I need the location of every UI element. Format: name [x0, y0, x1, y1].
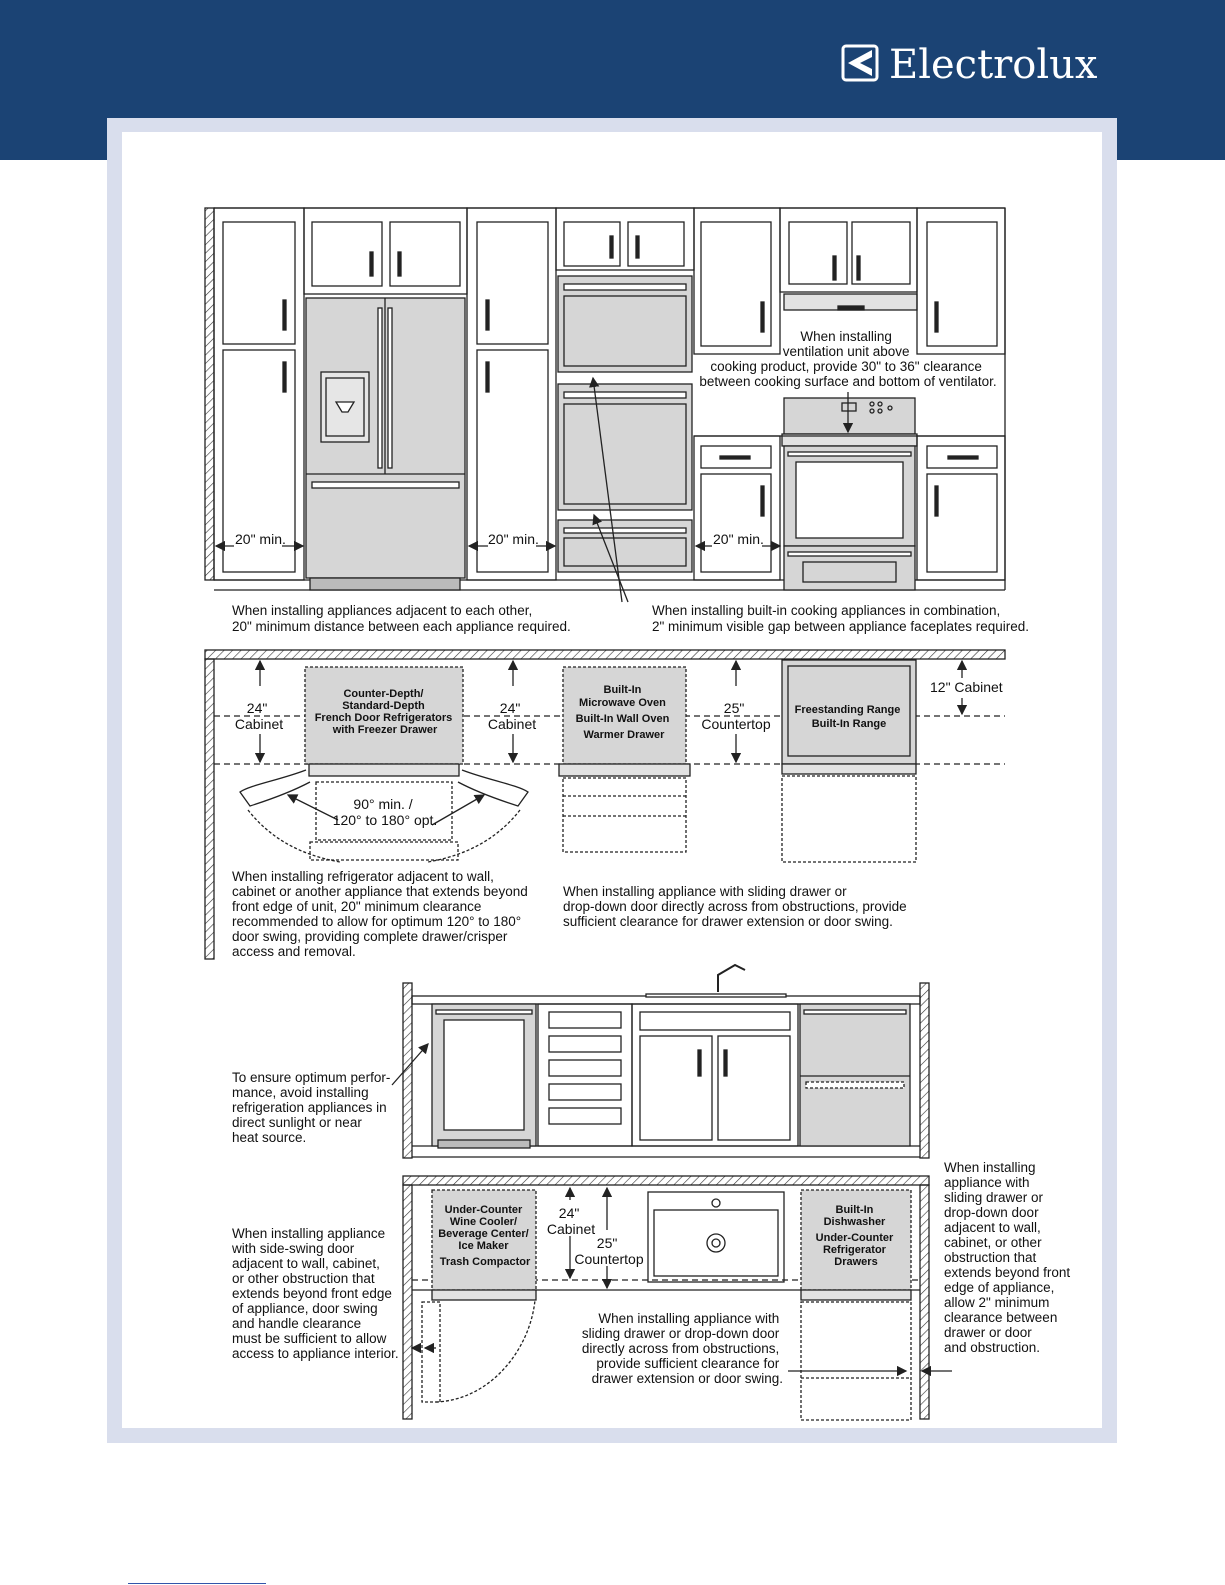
back-wall-hatch — [205, 650, 1005, 659]
under-counter-labels — [232, 1070, 394, 1145]
cabinet-right-label: 12" Cabinet — [930, 679, 1003, 695]
adjacent-drawer-note: When installing appliance with sliding drawer or drop-down door adjacent to wall, cabinet, or other obstruction that extends beyond front edge of appliance, allow 2" minimum clearance between drawer or door and obstruction. — [944, 1160, 1071, 1355]
sink-base-cabinet — [632, 965, 798, 1146]
sunlight-note: To ensure optimum perfor- mance, avoid installing refrigeration appliances in direct sunlight or near heat source. — [232, 1070, 391, 1145]
oven-footprint-label: Built-In Microwave Oven Built-In Wall Oven Warmer Drawer — [575, 684, 670, 741]
wall-oven-stack — [558, 276, 692, 572]
range-footprint-label: Freestanding Range Built-In Range — [794, 704, 901, 730]
fridge-footprint-label: Counter-Depth/ Standard-Depth French Door Refrigerators with Freezer Drawer — [314, 688, 453, 736]
countertop-label: 25" Countertop — [701, 700, 771, 732]
drawer-clearance-note-top: When installing appliance with sliding drawer or drop-down door directly across from obstructions, provide sufficient clearance for drawer extension or door swing. — [563, 884, 907, 929]
adjacent-note: When installing appliances adjacent to each other, 20" minimum distance between each appliance required. — [232, 603, 571, 634]
base-cabinet-left-of-range — [694, 436, 780, 580]
cabinet-mid-label: 24" Cabinet — [487, 700, 537, 732]
ventilation-hood — [784, 294, 917, 310]
tall-cabinet-mid — [467, 208, 556, 580]
combination-note: When installing built-in cooking appliances in combination, 2" minimum visible gap between appliance faceplates required. — [652, 603, 1030, 634]
brand-name: Electrolux — [889, 42, 1098, 88]
drawer-clearance-note-bottom: When installing appliance with sliding drawer or drop-down door directly across from obstructions, provide sufficient clearance for drawer extension or door swing. — [581, 1311, 783, 1386]
sink-top — [648, 1192, 784, 1282]
upper-cabinet-over-ovens — [556, 208, 694, 270]
upper-cabinet-over-range — [780, 208, 917, 292]
wine-cooler-front — [432, 1004, 536, 1148]
countertop-bottom-label: 25" Countertop — [574, 1235, 644, 1267]
side-wall-hatch — [205, 659, 214, 959]
footer-link-underline — [128, 1583, 266, 1584]
tall-cabinet-left — [214, 208, 304, 580]
tall-cabinet-right-of-ovens — [694, 208, 780, 354]
clearance-label-mid: 20" min. — [488, 531, 539, 547]
left-wall-hatch — [205, 208, 214, 580]
under-counter-elevation — [392, 965, 929, 1158]
fridge-clearance-note: When installing refrigerator adjacent to wall, cabinet or another appliance that extends beyond front edge of unit, 20" minimum clearance recommended to allow for optimum 120° to 180° door swing, providing complete drawer/crisper access and removal. — [232, 869, 528, 959]
plan-bottom-labels — [231, 1160, 1074, 1386]
elevation-view — [205, 208, 1005, 602]
vent-note: When installing ventilation unit above cooking product, provide 30" to 36" clearance between cooking surface and bottom of ventilator. — [699, 329, 997, 389]
door-swing-label: 90° min. / 120° to 180° opt. — [332, 796, 438, 828]
cabinet-left-label: 24" Cabinet — [234, 700, 284, 732]
dishwasher-footprint-label: Built-In Dishwasher Under-Counter Refrigerator Drawers — [815, 1204, 894, 1268]
drawer-bank — [538, 1004, 632, 1146]
range-footprint — [782, 660, 916, 862]
wine-cooler-footprint-label: Under-Counter Wine Cooler/ Beverage Center/ Ice Maker Trash Compactor — [438, 1204, 531, 1268]
side-swing-note: When installing appliance with side-swing door adjacent to wall, cabinet, or other obstruction that extends beyond front edge of appliance, door swing and handle clearance must be sufficient to allow access to appliance interior. — [232, 1226, 399, 1361]
clearance-label-left: 20" min. — [235, 531, 286, 547]
cabinet-right-of-range — [917, 208, 1005, 580]
freestanding-range — [782, 398, 917, 590]
clearance-label-right: 20" min. — [713, 531, 764, 547]
dishwasher-front — [800, 1004, 910, 1146]
upper-cabinet-over-fridge — [304, 208, 467, 294]
french-door-refrigerator — [306, 298, 465, 590]
cabinet-bottom-label: 24" Cabinet — [546, 1205, 596, 1237]
